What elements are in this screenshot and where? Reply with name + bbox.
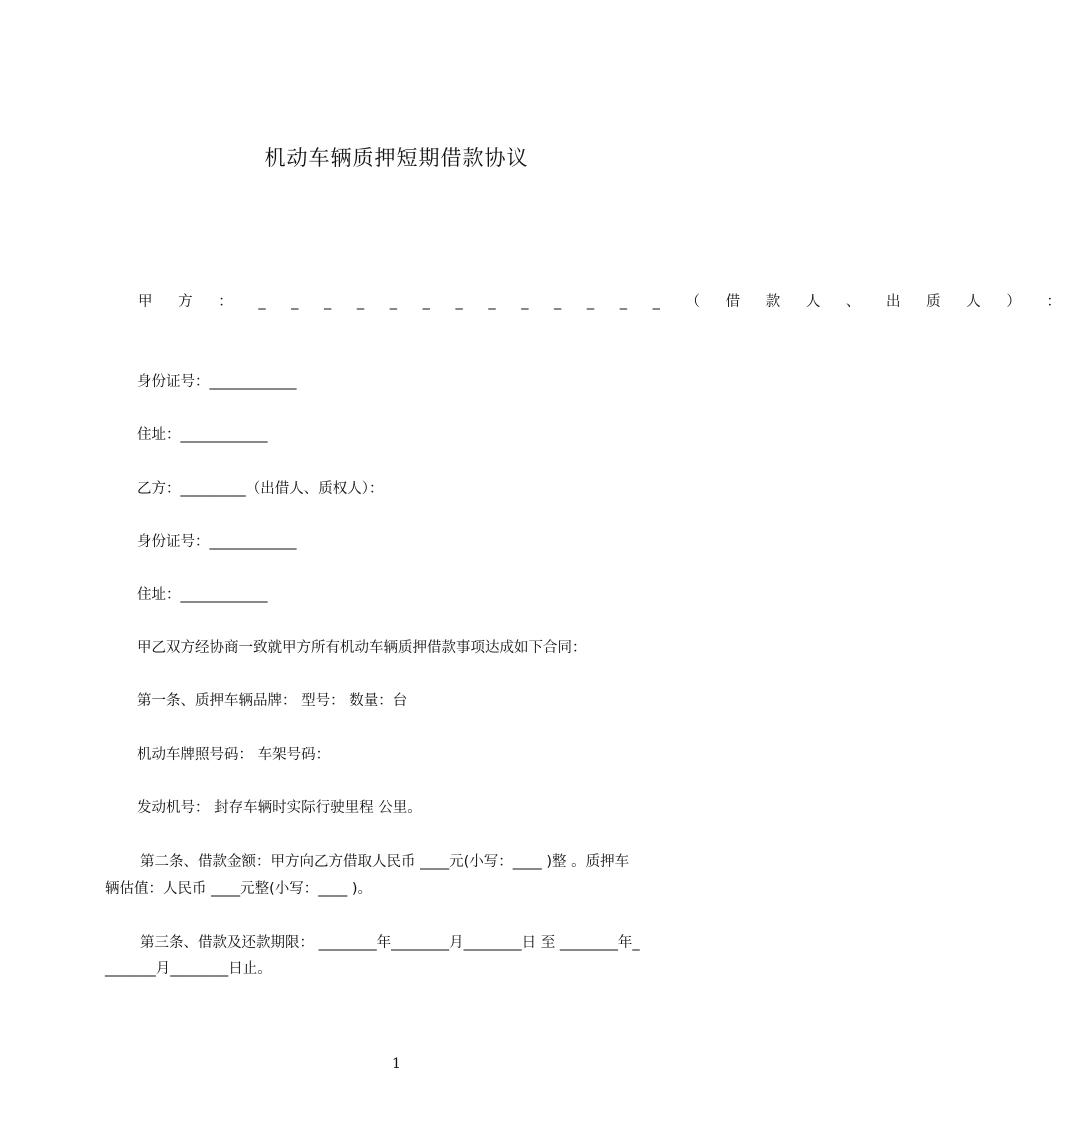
- party-a-id-line: 身份证号：____________: [137, 374, 297, 390]
- party-b-address-line: 住址：____________: [137, 587, 268, 603]
- article-1-line-1: 第一条、质押车辆品牌： 型号： 数量：台: [137, 693, 408, 709]
- article-2-line-1: 第二条、借款金额：甲方向乙方借取人民币 ____元(小写：____ )整 。质押车: [140, 854, 630, 870]
- document-title: 机动车辆质押短期借款协议: [264, 146, 529, 170]
- party-a-line: 甲 方 ： _ _ _ _ _ _ _ _ _ _ _ _ _ （ 借 款 人 、 出 质 人 ） ：: [138, 294, 1071, 310]
- preamble-line: 甲乙双方经协商一致就甲方所有机动车辆质押借款事项达成如下合同：: [137, 640, 587, 656]
- page-number: 1: [392, 1056, 401, 1072]
- article-3-line-1: 第三条、借款及还款期限： ________年________月________日 至 ________年_: [140, 935, 640, 951]
- party-a-address-line: 住址：____________: [137, 427, 268, 443]
- party-b-line: 乙方：_________（出借人、质权人）：: [137, 481, 384, 497]
- article-2-line-2: 辆估值：人民币 ____元整(小写：____ )。: [105, 881, 373, 897]
- article-3-line-2: _______月________日止。: [105, 961, 272, 977]
- party-b-id-line: 身份证号：____________: [137, 534, 297, 550]
- article-1-line-3: 发动机号： 封存车辆时实际行驶里程 公里。: [137, 800, 422, 816]
- article-1-line-2: 机动车牌照号码： 车架号码：: [137, 747, 331, 763]
